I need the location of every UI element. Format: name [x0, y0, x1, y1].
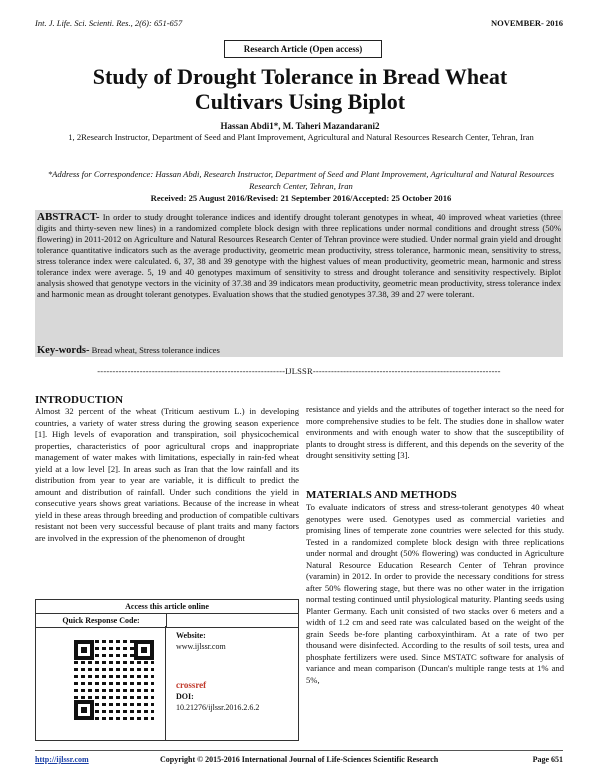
section-divider: --------------------------------------------------------------IJLSSR--------------------------------------------------------------: [97, 366, 501, 376]
introduction-heading: INTRODUCTION: [35, 394, 124, 406]
footer-url-link[interactable]: http://ijlssr.com: [35, 755, 89, 764]
qr-finder-icon: [74, 700, 94, 720]
access-online-box: [35, 599, 299, 741]
website-link[interactable]: www.ijlssr.com: [176, 642, 226, 651]
paper-title: [40, 64, 560, 114]
qr-cell: [36, 626, 166, 740]
introduction-continued: [306, 404, 564, 462]
keywords-label: Key-words-: [37, 345, 90, 356]
footer-page-number: Page 651: [532, 755, 563, 764]
authors: Hassan Abdi1*, M. Taheri Mazandarani2: [220, 121, 380, 131]
access-subheader-spacer: [167, 614, 298, 627]
qr-code-icon[interactable]: [74, 640, 154, 720]
abstract-box: [35, 210, 563, 343]
introduction-continued-paragraph: resistance and yields and the attributes of together interact so the need for more comprehensive studies to be felt. The studies done in shallow water environments and with enough water to show that the susceptibility of plants to drought stress is different, and this depends on the severity of the drought sensitivity setting [3].: [306, 404, 564, 460]
access-heading: Access this article online: [36, 600, 298, 614]
introduction-text: [35, 406, 299, 544]
website-block: [176, 630, 226, 652]
footer-copyright: Copyright © 2015-2016 International Journal of Life-Sciences Scientific Research: [160, 755, 439, 764]
title-line-1: Study of Drought Tolerance in Bread Wheat: [92, 64, 508, 89]
qr-finder-icon: [134, 640, 154, 660]
qr-finder-icon: [74, 640, 94, 660]
keywords-text: Bread wheat, Stress tolerance indices: [89, 345, 220, 355]
keywords-box: [35, 343, 563, 357]
doi-block: [176, 680, 259, 713]
article-type-badge: Research Article (Open access): [224, 40, 382, 58]
correspondence: *Address for Correspondence: Hassan Abdi, Research Instructor, Department of Seed and Plant Improvement, Agricultural and Natural Resources Research Center, Tehran, Iran: [47, 169, 555, 191]
methods-heading: MATERIALS AND METHODS: [306, 489, 457, 501]
introduction-paragraph: Almost 32 percent of the wheat (Triticum aestivum L.) in developing countries, a variety of water stress during the growing season experience [1]. High levels of evaporation and transpiration, soil physicochemical properties, characteristics of poor agricultural crops and inappropriate management of water makes with limitations, especially in rain-fed wheat yield at a low level [2]. In areas such as Iran that the low rainfall and its distribution from year to year are variable, it is difficult to predict the amount and distribution of rainfall. Under such conditions the yield in consecutive years shows great variations. Because of the increase in wheat yield in these areas through breeding and production of compatible cultivars resistant not been very successful because of plant traits and many factors are involved in the expression of the phenomenon of drought: [35, 406, 299, 543]
title-line-2: Cultivars Using Biplot: [194, 89, 406, 114]
article-dates: Received: 25 August 2016/Revised: 21 September 2016/Accepted: 25 October 2016: [150, 193, 452, 203]
methods-text: [306, 502, 564, 686]
issue-date: NOVEMBER- 2016: [490, 18, 563, 28]
abstract-text: In order to study drought tolerance indices and identify drought tolerant genotypes in wheat, 40 improved wheat varieties (three digits and thirty-seven new lines) in a randomized complete block design with three replications under normal conditions and drought stress (50% flowering) in 2011-2012 on Agriculture and Natural Resources Research Center of Tehran province were studied. Under normal grain yield and drought tolerance quantitative indicators such as the average productivity, geometric mean productivity, stress tolerance, harmonic mean, sensitivity to stress, stress tolerance index were calculated. 6, 37, 38 and 39 genotype with the highest values of mean productivity, geometric mean, harmonic and stress tolerance index were average. 5, 19 and 40 genotypes maximum of sensitivity to stress and drought tolerance and sensitivity respectively. Biplot analysis showed that genotype vectors in the vicinity of 37.38 and 39 indicators mean productivity, geometric mean productivity, stress tolerance index and harmonic mean as drought tolerant genotypes. Evaluation shows that the studied genotypes 37.38, 39 and 27 were tolerant.: [37, 212, 561, 299]
affiliation: 1, 2Research Instructor, Department of Seed and Plant Improvement, Agricultural and Natural Resources Research Center, Tehran, Iran: [68, 132, 534, 142]
footer-rule: [35, 750, 563, 751]
methods-paragraph: To evaluate indicators of stress and stress-tolerant genotypes 40 wheat genotypes were used. Genotypes used as commercial varieties and promising lines of temperate zone countries were selected for this study. Tested in a randomized complete block design with three replications under normal and drought (50% flowering) was conducted in Agriculture Natural Resource Education Research Center of Tehran province (varamin) in 2012. In order to provide the necessary conditions for stress after 50% flowering stage, but there was no other water in the irrigation normal testing continued until physiological maturity. Planting seeds using Planter Germany. Each unit consisted of two stacks over 6 meters and a width of 1.2 cm and seed rate was calculated based on the weight of the grain Seeds be-fore planting carboxyinthiram. At a rate of two per thousand were disinfected. According to the results of soil tests, urea and phosphate fertilizers were used. Since MSTATC software for analysis of variance and mean comparison (Duncan's multiple range tests at 1% and 5%,: [306, 502, 564, 685]
crossref-logo-icon: crossref: [176, 680, 207, 690]
website-label: Website:: [176, 631, 206, 640]
doi-label: DOI:: [176, 692, 194, 701]
journal-reference: Int. J. Life. Sci. Scienti. Res., 2(6): 651-657: [35, 18, 183, 28]
doi-link[interactable]: 10.21276/ijlssr.2016.2.6.2: [176, 703, 260, 712]
abstract-label: ABSTRACT-: [37, 211, 100, 223]
qr-label: Quick Response Code:: [36, 614, 167, 627]
